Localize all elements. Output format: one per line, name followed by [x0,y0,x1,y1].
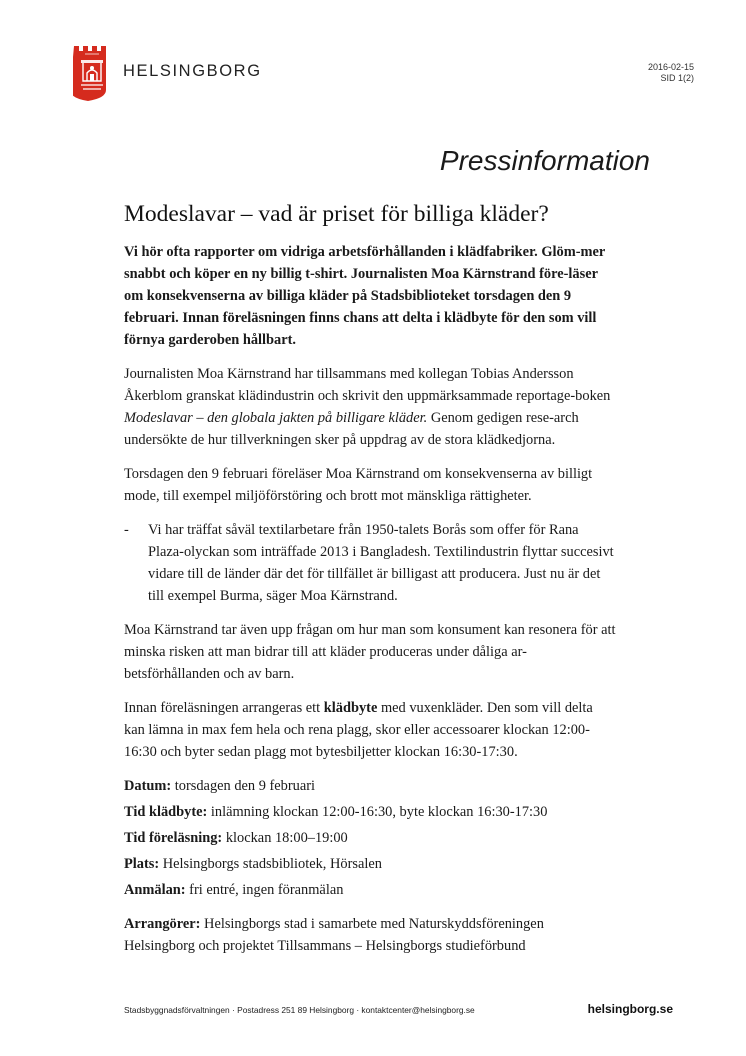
organizers-label: Arrangörer: [124,916,201,932]
article-body [124,199,616,969]
paragraph-1-text: Journalisten Moa Kärnstrand har tillsammans med kollegan Tobias Andersson Åkerblom granskat klädindustrin och skrivit den uppmärksammade reportage-boken [124,366,611,404]
info-swap-time [124,801,616,823]
paragraph-2: Torsdagen den 9 februari föreläser Moa Kärnstrand om konsekvenserna av billigt mode, till exempel miljöförstöring och brott mot mänskliga rättigheter. [124,466,593,504]
paragraph-4-end: med vuxenkläder. Den som vill delta kan lämna in max fem hela och rena plagg, skor eller accessoarer klockan 12:00-16:30 och byter sedan plagg mot bytesbiljetter klockan 16:30-17:30. [124,700,593,760]
document-date: 2016-02-15 [647,62,694,72]
info-value: fri entré, ingen föranmälan [185,882,344,898]
paragraph-3: Moa Kärnstrand tar även upp frågan om hur man som konsument kan resonera för att minska risken att man bidrar till att kläder produceras under dåliga ar-betsförhållanden och av barn. [124,622,616,682]
quote-text: Vi har träffat såväl textilarbetare från 1950-talets Borås som offer för Rana Plaza-olyckan som inträffade 2013 i Bangladesh. Textilindustrin flyttar succesivt vidare till de länder där det för tillfället är billigast att producera. Just nu är det till exempel Burma, säger Moa Kärnstrand. [148,522,614,604]
page-number: SID 1(2) [660,73,694,83]
info-registration [124,879,616,901]
paragraph-4-text: Innan föreläsningen arrangeras ett [124,700,324,716]
organizers [124,913,616,957]
info-label: Anmälan: [124,882,186,898]
kladbyte-emphasis: klädbyte [323,700,378,716]
info-lecture-time [124,827,616,849]
info-value: inlämning klockan 12:00-16:30, byte klockan 16:30-17:30 [207,804,548,820]
document-type: Pressinformation [439,145,650,176]
event-info [124,775,616,901]
article-lead: Vi hör ofta rapporter om vidriga arbetsförhållanden i klädfabriker. Glöm-mer snabbt och köper en ny billig t-shirt. Journalisten Moa Kärnstrand före-läser om konsekvenserna av billiga kläder på Stadsbiblioteket torsdagen den 9 februari. Innan föreläsningen finns chans att delta i klädbyte för den som vill förnya garderoben hållbart. [124,244,605,348]
info-label: Tid klädbyte: [124,804,208,820]
info-date [124,775,616,797]
info-value: klockan 18:00–19:00 [222,830,348,846]
helsingborg-crest-icon [73,44,111,102]
footer-website[interactable]: helsingborg.se [587,1002,673,1016]
organizers-value: Helsingborgs stad i samarbete med Naturskyddsföreningen Helsingborg och projektet Tillsammans – Helsingborgs studieförbund [124,916,544,954]
brand-name: HELSINGBORG [123,62,262,80]
quote-item [124,519,616,607]
info-place [124,853,616,875]
article-title: Modeslavar – vad är priset för billiga kläder? [124,201,549,227]
footer-address: Stadsbyggnadsförvaltningen · Postadress 251 89 Helsingborg · kontaktcenter@helsingborg.se [124,1005,475,1015]
info-label: Datum: [124,778,172,794]
info-value: Helsingborgs stadsbibliotek, Hörsalen [159,856,382,872]
document-meta [648,62,694,84]
paragraph-1-end: Genom gedigen rese-arch undersökte de hur tillverkningen sker på uppdrag av de stora klädkedjorna. [124,410,579,448]
info-label: Tid föreläsning: [124,830,223,846]
info-value: torsdagen den 9 februari [171,778,316,794]
book-title: Modeslavar – den globala jakten på billigare kläder. [124,410,428,426]
paragraph-4 [124,697,616,763]
paragraph-1 [124,363,616,451]
info-label: Plats: [124,856,160,872]
quote-dash: - [124,522,129,538]
